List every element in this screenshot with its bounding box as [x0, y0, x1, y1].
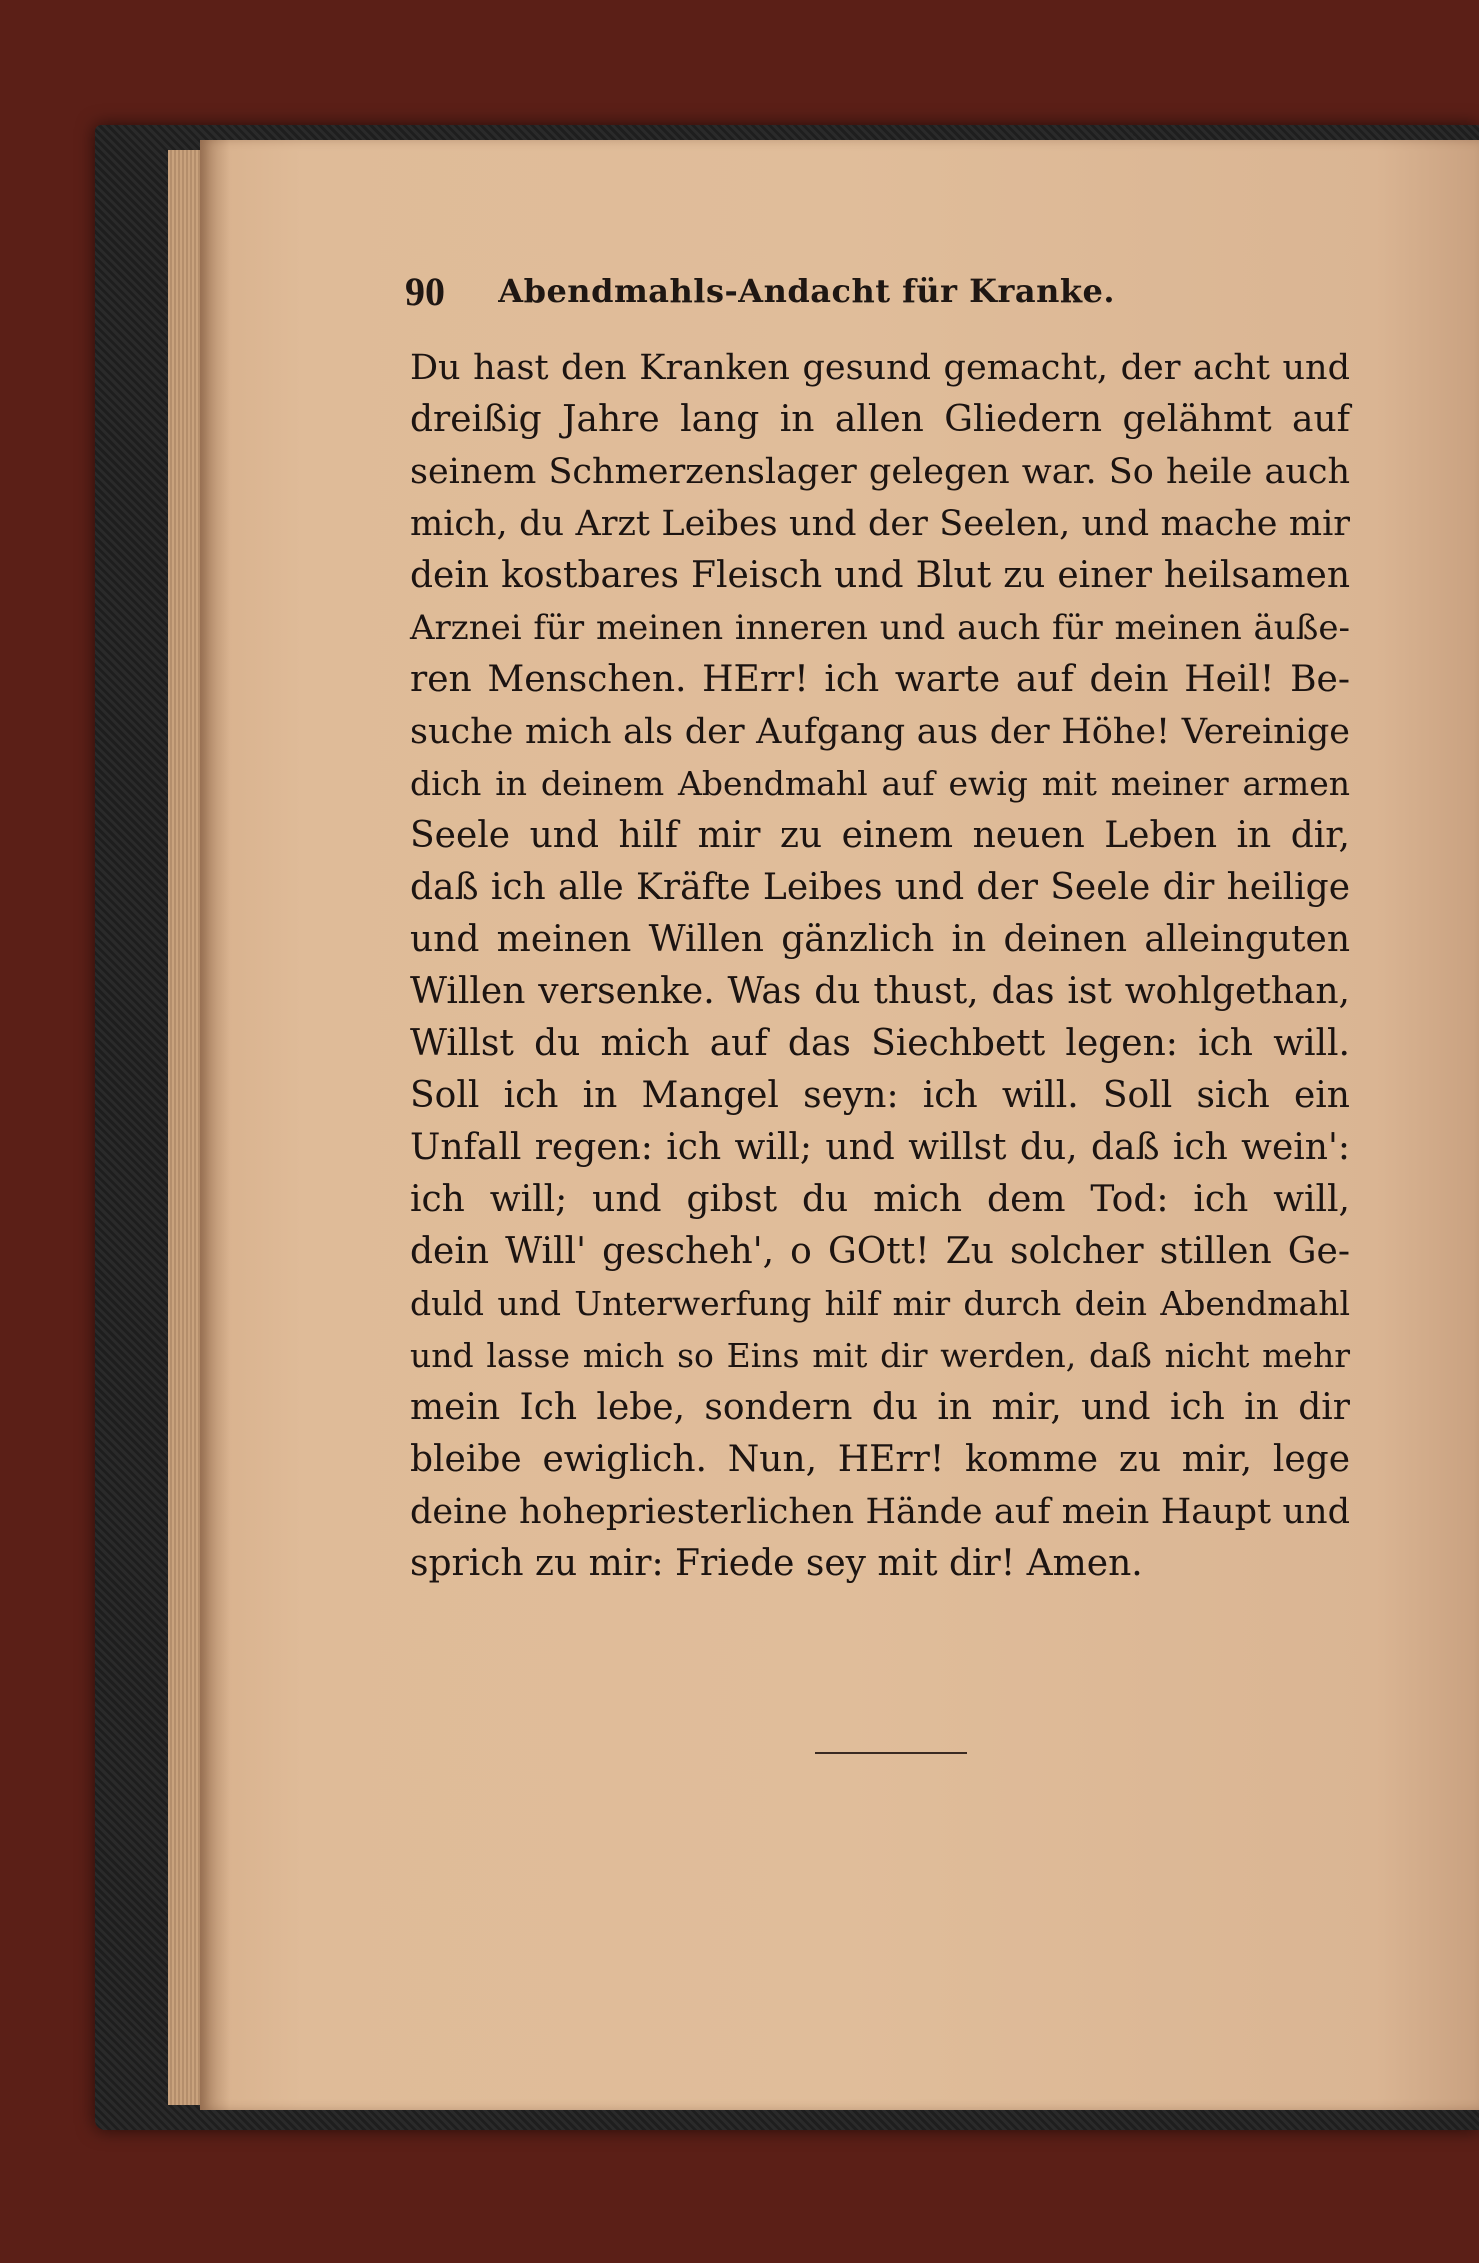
text-line: und lasse mich so Eins mit dir werden, daß nicht mehr [410, 1336, 1350, 1375]
text-line: Arznei für meinen inneren und auch für meinen äuße- [410, 608, 1350, 648]
text-line: Seele und hilf mir zu einem neuen Leben in dir, [410, 815, 1350, 856]
text-line: Willen versenke. Was du thust, das ist wohlgethan, [410, 971, 1350, 1012]
text-line: daß ich alle Kräfte Leibes und der Seele dir heilige [410, 867, 1350, 908]
text-line: suche mich als der Aufgang aus der Höhe! Vereinige [410, 712, 1350, 752]
text-line: ich will; und gibst du mich dem Tod: ich will, [410, 1179, 1350, 1220]
text-line: Du hast den Kranken gesund gemacht, der acht und [410, 348, 1350, 388]
running-head [405, 268, 1115, 318]
end-rule [815, 1752, 967, 1754]
text-line: sprich zu mir: Friede sey mit dir! Amen. [410, 1543, 1143, 1584]
text-line: Soll ich in Mangel seyn: ich will. Soll sich ein [410, 1075, 1350, 1116]
text-line: ren Menschen. HErr! ich warte auf dein Heil! Be- [410, 659, 1350, 700]
text-line: bleibe ewiglich. Nun, HErr! komme zu mir, lege [410, 1439, 1350, 1480]
text-line: deine hohepriesterlichen Hände auf mein Haupt und [410, 1492, 1350, 1532]
text-line: seinem Schmerzenslager gelegen war. So heile auch [410, 452, 1350, 492]
page-number: 90 [405, 269, 445, 314]
running-title: Abendmahls-Andacht für Kranke. [498, 272, 1115, 310]
text-line: dein kostbares Fleisch und Blut zu einer heilsamen [410, 555, 1350, 596]
text-line: Willst du mich auf das Siechbett legen: ich will. [410, 1023, 1350, 1064]
text-line: dein Will' gescheh', o GOtt! Zu solcher stillen Ge- [410, 1231, 1350, 1272]
text-line: mein Ich lebe, sondern du in mir, und ich in dir [410, 1387, 1350, 1428]
text-line: dreißig Jahre lang in allen Gliedern gelähmt auf [410, 399, 1350, 440]
body-text [410, 342, 1350, 1590]
text-line: und meinen Willen gänzlich in deinen alleinguten [410, 919, 1350, 960]
text-line: mich, du Arzt Leibes und der Seelen, und mache mir [410, 504, 1350, 544]
text-line: Unfall regen: ich will; und willst du, daß ich wein': [410, 1127, 1350, 1168]
text-line: duld und Unterwerfung hilf mir durch dein Abendmahl [410, 1284, 1350, 1323]
spine-shadow [200, 140, 230, 2110]
text-line: dich in deinem Abendmahl auf ewig mit meiner armen [410, 764, 1350, 803]
